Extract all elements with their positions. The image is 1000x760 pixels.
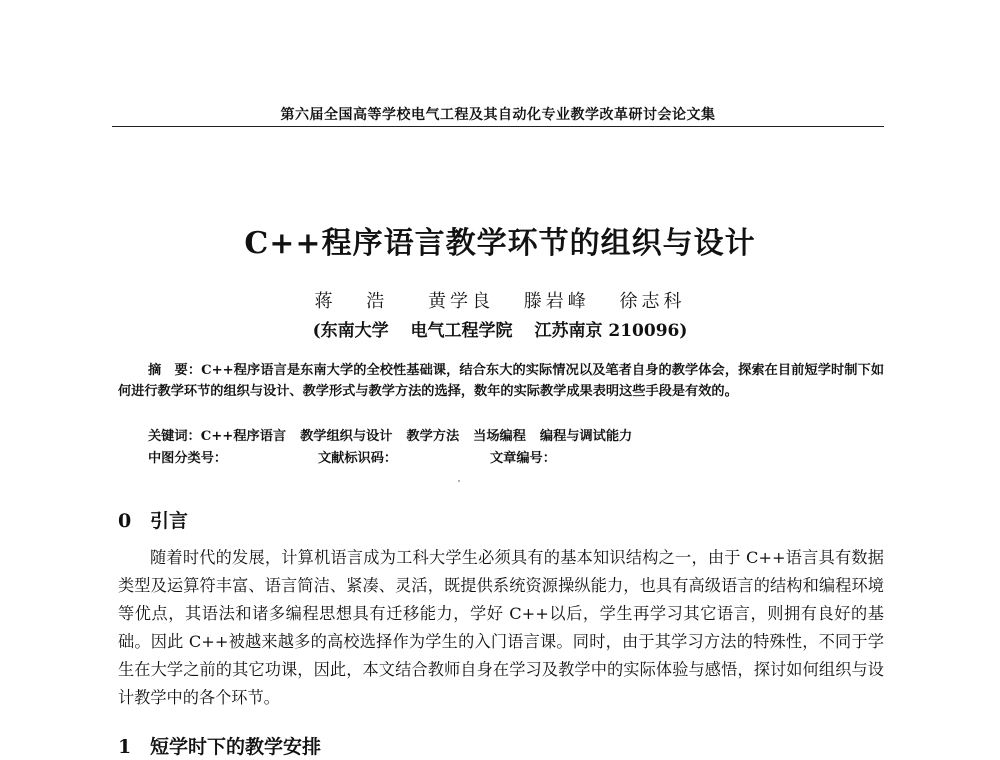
classification-row	[148, 447, 888, 467]
section-heading	[118, 506, 188, 533]
affiliation-school: 电气工程学院	[410, 321, 513, 341]
keywords-label: 关键词：	[148, 429, 201, 444]
author-name: 徐志科	[619, 291, 686, 312]
keyword-item: 教学方法	[406, 429, 460, 444]
abstract-text: C++程序语言是东南大学的全校性基础课，结合东大的实际情况以及笔者自身的教学体会，探索在目前短学时制下如何进行教学环节的组织与设计、教学形式与教学方法的选择，数年的实际教学成果表明这些手段是有效的。	[118, 363, 885, 399]
affiliation-university: (东南大学	[312, 321, 389, 341]
author-list	[0, 287, 1000, 313]
affiliation	[0, 316, 1000, 341]
doc-code-label: 文献标识码：	[318, 451, 398, 466]
section-number: 1	[118, 736, 132, 758]
section-number: 0	[118, 510, 132, 532]
keyword-item: C++程序语言	[200, 429, 287, 444]
affiliation-city: 江苏南京 210096)	[534, 321, 688, 341]
abstract	[118, 360, 884, 402]
article-no-label: 文章编号：	[490, 451, 556, 466]
section-heading	[118, 732, 321, 759]
section-title: 引言	[150, 510, 189, 532]
clc-label: 中图分类号：	[148, 451, 228, 466]
paper-title: C++程序语言教学环节的组织与设计	[244, 226, 756, 261]
keyword-item: 编程与调试能力	[539, 429, 633, 444]
author-name: 蒋 浩	[314, 291, 399, 312]
intro-paragraph: 随着时代的发展，计算机语言成为工科大学生必须具有的基本知识结构之一，由于 C++语言具有数据类型及运算符丰富、语言简洁、紧凑、灵活，既提供系统资源操纵能力，也具有高级语言的结构和编程环境等优点，其语法和诸多编程思想具有迁移能力，学好 C++以后，学生再学习其它语言，则拥有良好的基础。因此 C++被越来越多的高校选择作为学生的入门语言课。同时，由于其学习方法的特殊性，不同于学生在大学之前的其它功课，因此，本文结合教师自身在学习及教学中的实际体验与感悟，探讨如何组织与设计教学中的各个环节。	[118, 548, 884, 707]
keyword-item: 教学组织与设计	[300, 429, 393, 444]
keyword-item: 当场编程	[473, 429, 526, 444]
author-name: 滕岩峰	[523, 291, 590, 312]
header-rule	[112, 126, 884, 127]
keywords	[148, 425, 888, 444]
scan-speck	[458, 480, 460, 482]
author-name: 黄学良	[428, 291, 494, 312]
running-header: 第六届全国高等学校电气工程及其自动化专业教学改革研讨会论文集	[280, 107, 716, 123]
section-title: 短学时下的教学安排	[150, 736, 322, 758]
abstract-label: 摘 要：	[148, 363, 202, 378]
